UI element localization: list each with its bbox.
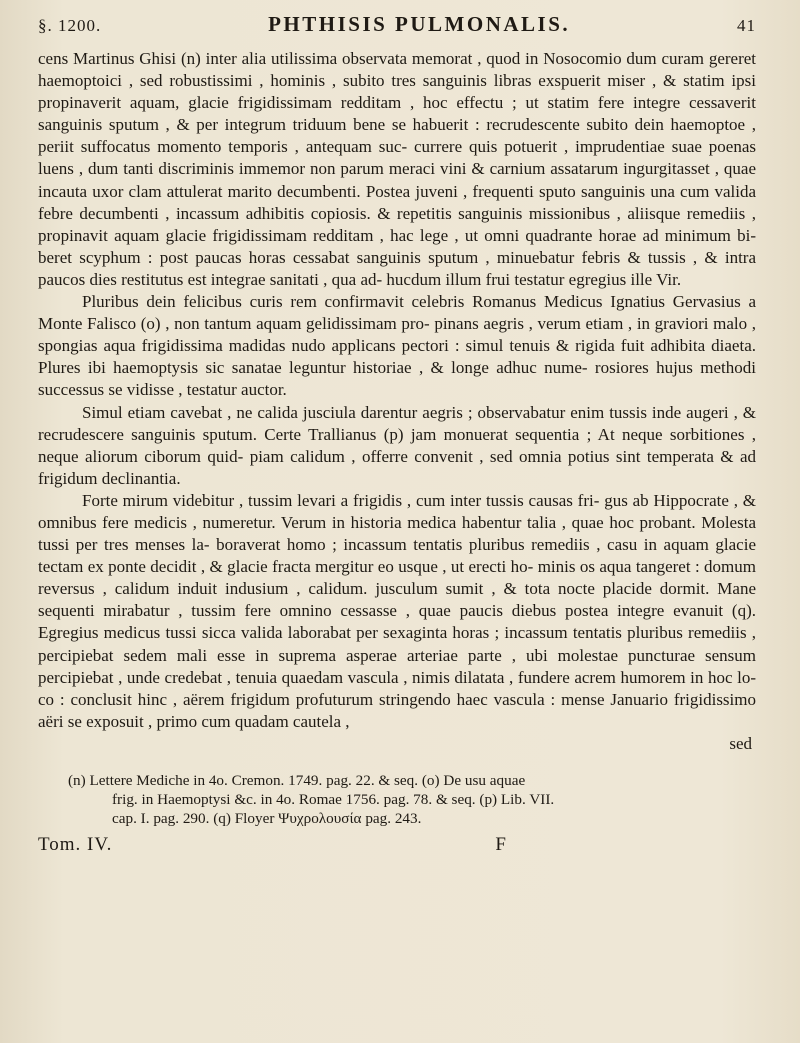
text-line: tenuia quaedam vascula , nimis dilatata , fundere acrem humorem in hoc lo- xyxy=(235,667,757,687)
text-line: gus ab Hippocrate , & omnibus fere medicis , numeretur. Verum in historia xyxy=(38,490,756,532)
text-line: sputo sanguinis una cum valida febre decumbenti , incassum adhibitis copiosis. xyxy=(38,181,756,223)
text-line: immemor non parum meraci vini & carnium assatarum ingurgitasset , quae xyxy=(238,159,756,179)
text-line: declinantia. xyxy=(101,468,181,488)
text-line: minis os aqua tangeret : domum reversus , calidum induit indusium , calidum. xyxy=(38,557,757,599)
text-line: Ignatius Gervasius a Monte Falisco (o) , non tantum aquam gelidissimam pro- xyxy=(38,292,756,334)
paragraph xyxy=(38,48,756,291)
catchword: sed xyxy=(729,733,752,753)
volume-label: Tom. IV. xyxy=(38,833,113,855)
paragraph xyxy=(38,291,756,401)
footnote-line: frig. in Haemoptysi &c. in 4o. Romae 1756. pag. 78. & seq. (p) Lib. VII. xyxy=(112,790,555,808)
text-line: mense Januario frigidissimo aëri se exposuit , primo cum quadam cautela , xyxy=(38,689,756,731)
text-line: incauta uxor clam attulerat marito decumbenti. Postea juveni , frequenti xyxy=(38,181,534,201)
text-line: pinans aegris , verum etiam , in graviori malo , spongias aqua frigidissima xyxy=(38,314,757,356)
text-line: jusculum sumit , & tota nocte placide dormit. Mane sequenti mirabatur , xyxy=(38,579,757,621)
text-line: tussim fere omnino cessasse , quae paucis diebus postea integre evanuit (q). xyxy=(191,601,756,621)
footnote-line: (n) Lettere Mediche in 4o. Cremon. 1749. pag. 22. & seq. (o) De usu aquae xyxy=(68,771,526,789)
text-line: sanguinis sputum , & per integrum triduum bene se habuerit : recrudescente xyxy=(38,115,580,135)
text-line: medica habentur talia , quae hoc probant. Molesta tussi per tres menses la- xyxy=(38,512,756,555)
footnotes xyxy=(38,771,756,828)
text-line: madidas nudo applicans pectori : simul tenuis & rigida fuit adhibita diaeta. xyxy=(228,336,756,356)
page-number: 41 xyxy=(737,16,756,35)
text-line: hucdum illum frui testatur egregius ille Vir. xyxy=(386,269,682,289)
text-line: Nosocomio dum curam gereret haemoptoici , sed robustissimi , hominis , xyxy=(38,49,756,91)
text-line: glacie frigidissimam redditam , hoc effectu ; ut statim fere integre cessaverit xyxy=(188,93,757,113)
text-line: co : conclusit hinc , aërem frigidum profuturum stringendo haec vascula : xyxy=(38,689,556,709)
text-line: Simul etiam cavebat , ne calida jusciula darentur aegris ; observabatur enim xyxy=(82,402,605,422)
text-line: frigidissimam redditam , hac lege , ut omni quadrante horae ad minimum bi- xyxy=(212,225,756,245)
text-line: rosiores hujus methodi successus se vidisse , testatur auctor. xyxy=(38,358,756,400)
text-line: tentatis pluribus remediis , percipiebat sedem mali esse in suprema asperae xyxy=(38,623,757,665)
running-head xyxy=(38,12,756,42)
paragraph xyxy=(38,490,756,733)
footnote-line: cap. I. pag. 290. (q) Floyer Ψυχρολουσία pag. 243. xyxy=(112,809,422,827)
text-line: Plures ibi haemoptysis sic sanatae leguntur historiae , & longe adhuc nume- xyxy=(38,358,588,378)
text-line: & repetitis sanguinis missionibus , aliisque remediis , propinavit aquam glacie xyxy=(38,203,757,245)
section-number: §. 1200. xyxy=(38,16,102,35)
text-line: arteriae parte , ubi molestae puncturae sensum percipiebat , unde credebat , xyxy=(38,645,756,687)
text-line: Forte mirum videbitur , tussim levari a frigidis , cum inter tussis causas fri- xyxy=(82,490,600,510)
main-text xyxy=(38,48,756,733)
text-line: subito dein haemoptoe , periit suffocatus momento temporis , antequam suc- xyxy=(38,115,756,157)
text-line: cens Martinus Ghisi (n) inter alia utilissima observata memorat , quod in xyxy=(38,49,539,68)
text-line: currere quis potuerit , imprudentiae suae poenas luens , dum tanti discriminis xyxy=(38,137,756,179)
text-line: beret scyphum : post paucas horas cessabat sanguinis sputum , minuebatur xyxy=(38,247,575,267)
text-line: Pluribus dein felicibus curis rem confirmavit celebris Romanus Medicus xyxy=(82,292,603,312)
running-title: PHTHISIS PULMONALIS. xyxy=(268,12,571,36)
text-line: boraverat homo ; incassum tentatis pluribus remediis , casu in aquam glacie xyxy=(216,535,756,555)
text-line: tussis inde augeri , & recrudescere sanguinis sputum. Certe Trallianus (p) xyxy=(38,402,756,444)
paragraph xyxy=(38,402,756,490)
signature-mark: F xyxy=(495,833,506,855)
text-line: febris & tussis , & intra paucos dies restitutus est integrae sanitati , qua ad- xyxy=(38,247,757,289)
text-line: tectam ex ponte decidit , & glacie fracta mergitur eo usque , ut erecti ho- xyxy=(38,557,534,577)
text-line: Egregius medicus tussi sicca valida laborabat per sexaginta horas ; incassum xyxy=(38,623,568,643)
text-line: subito tres sanguinis libras exspuerit miser , & statim ipsi propinaverit aquam, xyxy=(38,71,756,113)
page-footer xyxy=(38,834,756,856)
text-line: piam calidum , offerre convenit , sed omnia potius sint temperata & ad frigidum xyxy=(38,446,756,488)
text-line: jam monuerat sequentia ; At neque sorbitiones , neque aliorum ciborum quid- xyxy=(38,424,757,466)
